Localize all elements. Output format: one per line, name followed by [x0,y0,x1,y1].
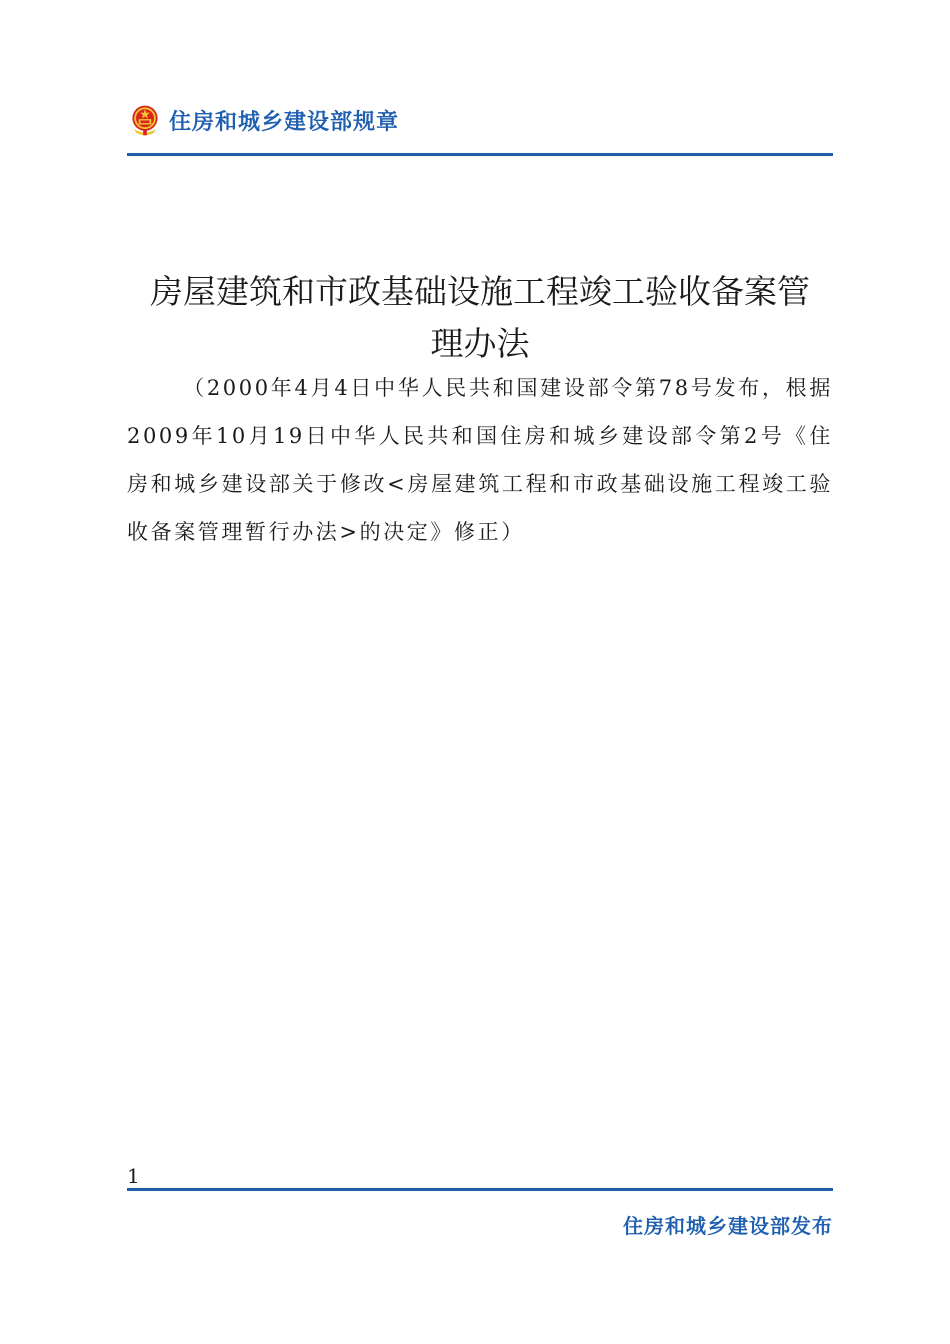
revision-note-text: （2000年4月4日中华人民共和国建设部令第78号发布，根据2009年10月19日中华人民共和国住房和城乡建设部令第2号《住房和城乡建设部关于修改<房屋建筑工程和市政基础设施工程竣工验收备案管理暂行办法>的决定》修正） [127,376,833,544]
footer-publisher: 住房和城乡建设部发布 [623,1214,833,1238]
header-divider [127,153,833,156]
document-title-line-2: 理办法 [430,324,530,363]
document-title [120,266,840,370]
footer-divider [127,1188,833,1191]
document-title-line-1: 房屋建筑和市政基础设施工程竣工验收备案管 [150,272,810,311]
document-revision-note [127,364,833,556]
page-number: 1 [127,1164,140,1188]
document-header [127,96,833,144]
national-emblem-icon [127,102,163,138]
header-title: 住房和城乡建设部规章 [169,109,400,135]
